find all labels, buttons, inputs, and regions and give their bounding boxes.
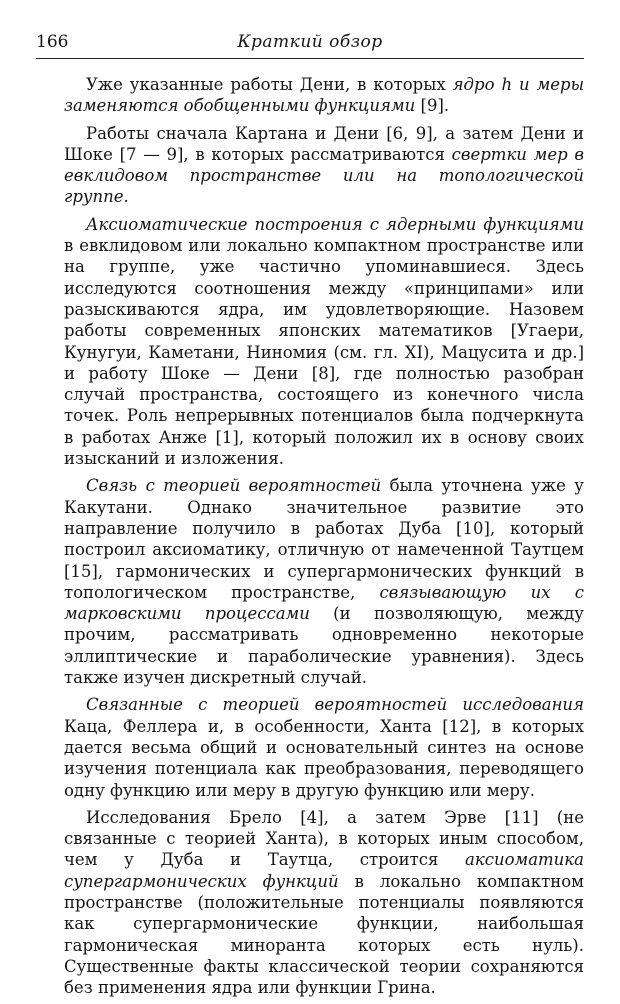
- page-header: [36, 30, 584, 59]
- text-run: в локально компактном пространстве (положительные потенциалы появляются как супергармонические функции, наибольшая гармоническая миноранта которых есть нуль). Существенные факты классической теории сохраняются без применения ядра или функции Грина.: [64, 871, 584, 998]
- body-text: [64, 74, 584, 1004]
- paragraph-2: [64, 123, 584, 208]
- italic-run: Связь с теорией вероятностей: [86, 476, 382, 496]
- italic-run: связывающую их с марковскими процессами: [64, 582, 585, 624]
- italic-run: свертки мер в евклидовом пространстве или на топологической группе.: [64, 144, 584, 207]
- italic-run: ядро h и меры заменяются обобщенными функциями: [64, 75, 585, 116]
- text-run: Каца, Феллера и, в особенности, Ханта [12], в которых дается весьма общий и основательный синтез на основе изучения потенциала как преобразования, переводящего одну функцию или меру в другую функцию или меру.: [64, 716, 584, 800]
- italic-run: Аксиоматические построения с ядерными функциями: [86, 214, 584, 234]
- text-run: Работы сначала Картана и Дени [6, 9], а затем Дени и Шоке [7 — 9], в которых рассматриваются: [64, 123, 584, 164]
- italic-run: Связанные с теорией вероятностей исследования: [86, 695, 584, 715]
- italic-run: аксиоматика супергармонических функций: [64, 850, 584, 891]
- running-title: Краткий обзор: [237, 32, 383, 52]
- page-number: 166: [36, 32, 69, 52]
- text-run: [9].: [415, 96, 450, 116]
- paragraph-1: [64, 74, 584, 117]
- text-run: Уже указанные работы Дени, в которых: [86, 75, 453, 94]
- text-run: в евклидовом или локально компактном пространстве или на группе, уже частично упоминавшиеся. Здесь исследуются соотношения между «принципами» или разыскиваются ядра, им удовлетворяющие. Назовем работы современных японских математиков [Угаери, Кунугуи, Каметани, Ниномия (см. гл. XI), Мацусита и др.] и работу Шоке — Дени [8], где полностью разобран случай пространства, состоящего из конечного числа точек. Роль непрерывных потенциалов была подчеркнута в работах Анже [1], который положил их в основу своих изысканий и изложения.: [64, 236, 584, 469]
- paragraph-6: [64, 807, 584, 999]
- text-run: Исследования Брело [4], а затем Эрве [11] (не связанные с теорией Ханта), в которых иным способом, чем у Дуба и Таутца, строится: [64, 807, 584, 870]
- paragraph-4: [64, 475, 584, 688]
- paragraph-5: [64, 694, 584, 800]
- text-run: (и позволяющую, между прочим, рассматривать одновременно некоторые эллиптические и параболические уравнения). Здесь также изучен дискретный случай.: [64, 604, 584, 688]
- paragraph-3: [64, 214, 584, 470]
- text-run: была уточнена уже у Какутани. Однако значительное развитие это направление получило в работах Дуба [10], который построил аксиоматику, отличную от намеченной Таутцем [15], гармонических и супергармонических функций в топологическом пространстве,: [64, 476, 584, 602]
